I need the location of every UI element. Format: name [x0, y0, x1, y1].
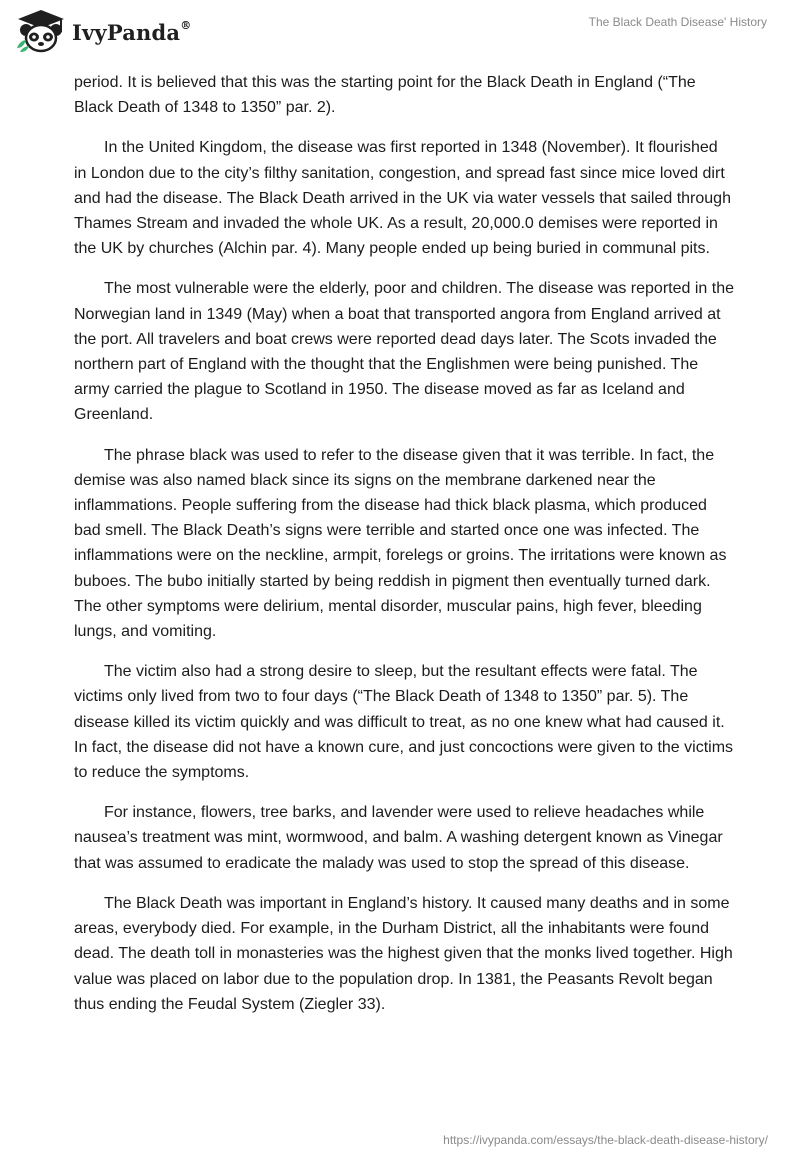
paragraph-7: The Black Death was important in England’s history. It caused many deaths and in some areas, everybody died. For example, in the Durham District, all the inhabitants were found dead. The death toll in monasteries was the highest given that the monks lived together. High value was placed on labor due to the population drop. In 1381, the Peasants Revolt began thus ending the Feudal System (Ziegler 33).	[74, 894, 733, 1013]
page-header	[0, 0, 800, 60]
paragraph-6: For instance, flowers, tree barks, and lavender were used to relieve headaches while nausea’s treatment was mint, wormwood, and balm. A washing detergent known as Vinegar that was assumed to eradicate the malady was used to stop the spread of this disease.	[74, 804, 723, 872]
registered-mark: ®	[180, 18, 192, 32]
source-url-link[interactable]: https://ivypanda.com/essays/the-black-death-disease-history/	[443, 1133, 768, 1147]
paragraph-3: The most vulnerable were the elderly, poor and children. The disease was reported in the Norwegian land in 1349 (May) when a boat that transported angora from England arrived at the port. All travelers and boat crews were reported dead days later. The Scots invaded the northern part of England with the thought that the Englishmen were being punished. The army carried the plague to Scotland in 1950. The disease moved as far as Iceland and Greenland.	[74, 280, 734, 424]
ivypanda-logo[interactable]	[14, 8, 191, 54]
paragraph-4: The phrase black was used to refer to the disease given that it was terrible. In fact, the demise was also named black since its signs on the membrane darkened near the inflammations. People suffering from the disease had thick black plasma, which produced bad smell. The Black Death’s signs were terrible and started once one was infected. The inflammations were on the neckline, armpit, forelegs or groins. The irritations were known as buboes. The bubo initially started by being reddish in pigment then eventually turned dark. The other symptoms were delirium, mental disorder, muscular pains, high fever, bleeding lungs, and vomiting.	[74, 446, 727, 641]
paragraph-1: period. It is believed that this was the starting point for the Black Death in England (“The Black Death of 1348 to 1350” par. 2).	[74, 74, 696, 117]
panda-graduate-icon	[14, 8, 68, 54]
essay-body	[74, 70, 734, 1032]
document-title: The Black Death Disease' History	[588, 15, 767, 29]
paragraph-5: The victim also had a strong desire to sleep, but the resultant effects were fatal. The victims only lived from two to four days (“The Black Death of 1348 to 1350” par. 5). The disease killed its victim quickly and was difficult to treat, as no one knew what had caused it. In fact, the disease did not have a known cure, and just concoctions were given to the victims to reduce the symptoms.	[74, 663, 734, 782]
brand-name: IvyPanda®	[72, 18, 192, 45]
paragraph-2: In the United Kingdom, the disease was first reported in 1348 (November). It flourished in London due to the city’s filthy sanitation, congestion, and spread fast since mice loved dirt and had the disease. The Black Death arrived in the UK via water vessels that sailed through Thames Stream and invaded the whole UK. As a result, 20,000.0 demises were reported in the UK by churches (Alchin par. 4). Many people ended up being buried in communal pits.	[74, 139, 731, 258]
